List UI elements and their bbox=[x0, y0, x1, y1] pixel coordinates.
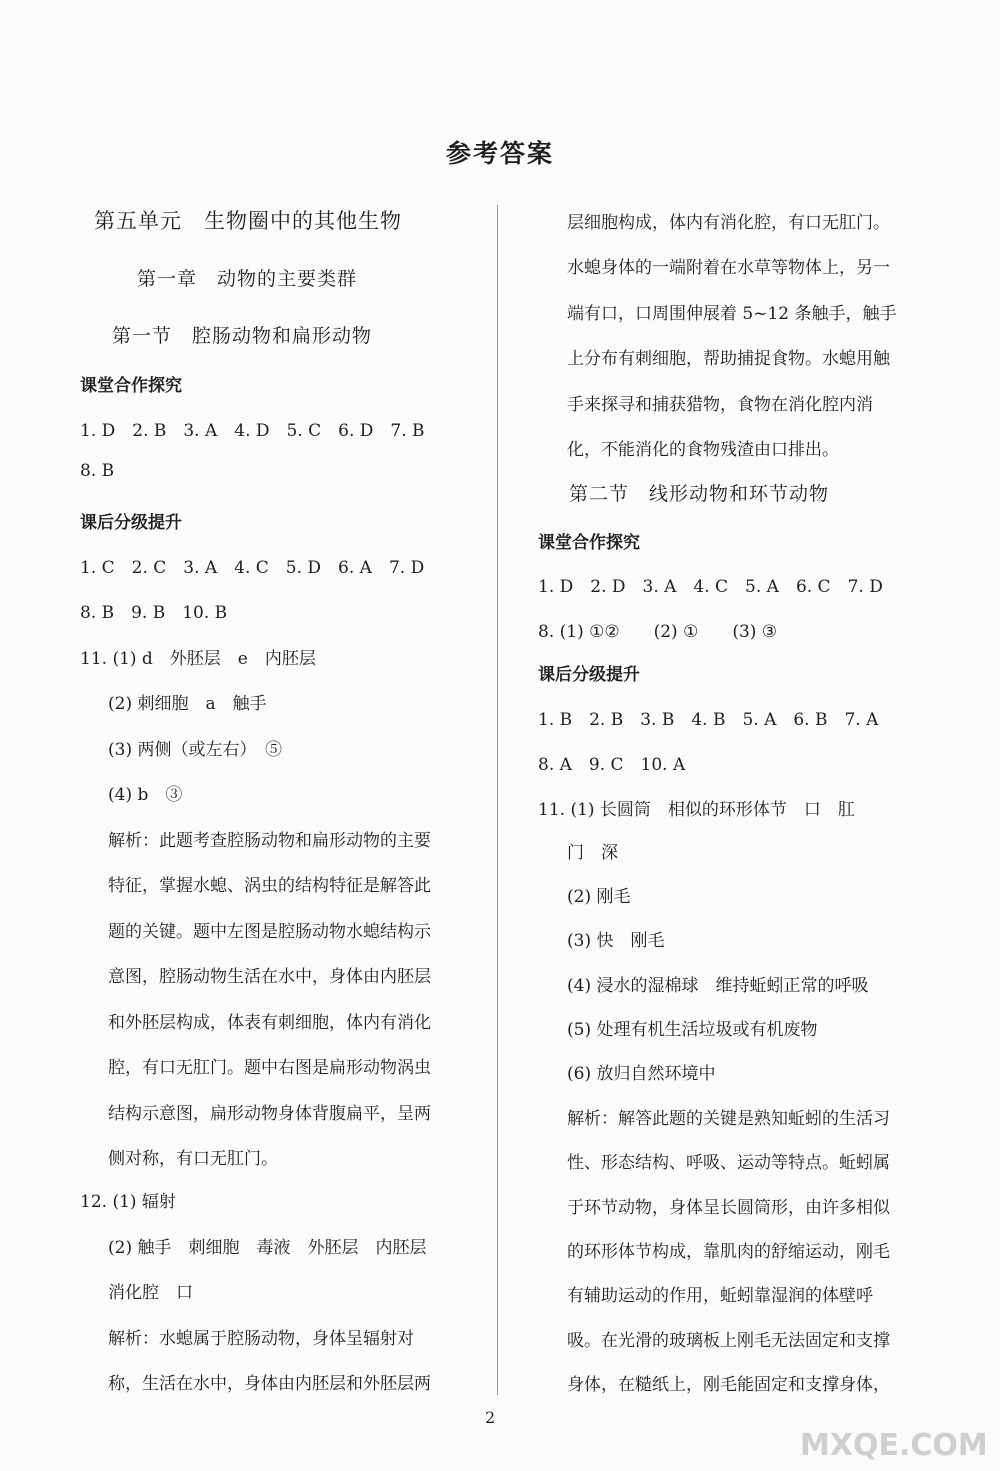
answer-line: (2) 刺细胞 a 触手 bbox=[108, 694, 267, 714]
page-title: 参考答案 bbox=[446, 139, 555, 168]
watermark: MXQE.COM bbox=[800, 1428, 988, 1463]
explanation-line: 手来探寻和捕获猎物，食物在消化腔内消 bbox=[567, 395, 873, 415]
explanation-line: 层细胞构成，体内有消化腔，有口无肛门。 bbox=[567, 213, 890, 233]
answer-line: (3) 两侧（或左右） ⑤ bbox=[108, 740, 282, 760]
explanation-line: 结构示意图，扁形动物身体背腹扁平，呈两 bbox=[108, 1104, 431, 1124]
explanation-line: 和外胚层构成，体表有刺细胞，体内有消化 bbox=[108, 1013, 431, 1033]
explanation-line: 有辅助运动的作用，蚯蚓靠湿润的体壁呼 bbox=[567, 1286, 873, 1306]
answer-line: 门 深 bbox=[567, 843, 618, 863]
answer-line: 1. B 2. B 3. B 4. B 5. A 6. B 7. A bbox=[538, 710, 879, 730]
explanation-line: 端有口，口周围伸展着 5~12 条触手，触手 bbox=[567, 304, 897, 324]
answer-line: (5) 处理有机生活垃圾或有机废物 bbox=[567, 1020, 818, 1040]
answer-line: 消化腔 口 bbox=[108, 1283, 193, 1303]
explanation-line: 解析：此题考查腔肠动物和扁形动物的主要 bbox=[108, 831, 431, 851]
answer-line: 11. (1) 长圆筒 相似的环形体节 口 肛 bbox=[538, 800, 855, 820]
answer-line: (2) 刚毛 bbox=[567, 887, 631, 907]
answer-line: (4) 浸水的湿棉球 维持蚯蚓正常的呼吸 bbox=[567, 976, 869, 996]
explanation-line: 题的关键。题中左图是腔肠动物水螅结构示 bbox=[108, 922, 431, 942]
answer-line: 11. (1) d 外胚层 e 内胚层 bbox=[80, 649, 316, 669]
answer-line: 1. C 2. C 3. A 4. C 5. D 6. A 7. D bbox=[80, 558, 425, 578]
subheading-after-class: 课后分级提升 bbox=[80, 513, 182, 533]
answer-line: 12. (1) 辐射 bbox=[80, 1192, 176, 1212]
explanation-line: 的环形体节构成，靠肌肉的舒缩运动，刚毛 bbox=[567, 1242, 890, 1262]
explanation-line: 解析：水螅属于腔肠动物，身体呈辐射对 bbox=[108, 1329, 414, 1349]
explanation-line: 吸。在光滑的玻璃板上刚毛无法固定和支撑 bbox=[567, 1331, 890, 1351]
answer-line: (3) 快 刚毛 bbox=[567, 931, 665, 951]
answer-line: 8. A 9. C 10. A bbox=[538, 755, 686, 775]
explanation-line: 称，生活在水中，身体由内胚层和外胚层两 bbox=[108, 1374, 431, 1394]
explanation-line: 意图，腔肠动物生活在水中，身体由内胚层 bbox=[108, 967, 431, 987]
answer-line: 8. B bbox=[80, 461, 115, 481]
answer-line: (4) b ③ bbox=[108, 785, 183, 805]
subheading-classroom: 课堂合作探究 bbox=[538, 533, 640, 553]
explanation-line: 特征，掌握水螅、涡虫的结构特征是解答此 bbox=[108, 876, 431, 896]
answer-line: 8. (1) ①② (2) ① (3) ③ bbox=[538, 622, 778, 642]
explanation-line: 侧对称，有口无肛门。 bbox=[108, 1149, 278, 1169]
explanation-line: 性、形态结构、呼吸、运动等特点。蚯蚓属 bbox=[567, 1153, 890, 1173]
answer-line: 8. B 9. B 10. B bbox=[80, 603, 228, 623]
explanation-line: 解析：解答此题的关键是熟知蚯蚓的生活习 bbox=[567, 1109, 890, 1129]
column-divider bbox=[497, 205, 498, 1395]
section-heading-1: 第一节 腔肠动物和扁形动物 bbox=[112, 325, 373, 347]
explanation-line: 于环节动物，身体呈长圆筒形，由许多相似 bbox=[567, 1198, 890, 1218]
answer-line: (6) 放归自然环境中 bbox=[567, 1064, 716, 1084]
explanation-line: 上分布有刺细胞，帮助捕捉食物。水螅用触 bbox=[567, 349, 890, 369]
answer-line: 1. D 2. B 3. A 4. D 5. C 6. D 7. B bbox=[80, 421, 425, 441]
section-heading-2: 第二节 线形动物和环节动物 bbox=[569, 483, 830, 505]
explanation-line: 身体，在糙纸上，刚毛能固定和支撑身体， bbox=[567, 1375, 890, 1395]
unit-heading: 第五单元 生物圈中的其他生物 bbox=[94, 209, 402, 233]
explanation-line: 化，不能消化的食物残渣由口排出。 bbox=[567, 440, 839, 460]
explanation-line: 腔，有口无肛门。题中右图是扁形动物涡虫 bbox=[108, 1058, 431, 1078]
chapter-heading: 第一章 动物的主要类群 bbox=[137, 268, 358, 290]
answer-line: 1. D 2. D 3. A 4. C 5. A 6. C 7. D bbox=[538, 577, 883, 597]
page-number: 2 bbox=[485, 1408, 496, 1427]
explanation-line: 水螅身体的一端附着在水草等物体上，另一 bbox=[567, 258, 890, 278]
subheading-after-class: 课后分级提升 bbox=[538, 665, 640, 685]
answer-line: (2) 触手 刺细胞 毒液 外胚层 内胚层 bbox=[108, 1238, 427, 1258]
subheading-classroom: 课堂合作探究 bbox=[80, 376, 182, 396]
